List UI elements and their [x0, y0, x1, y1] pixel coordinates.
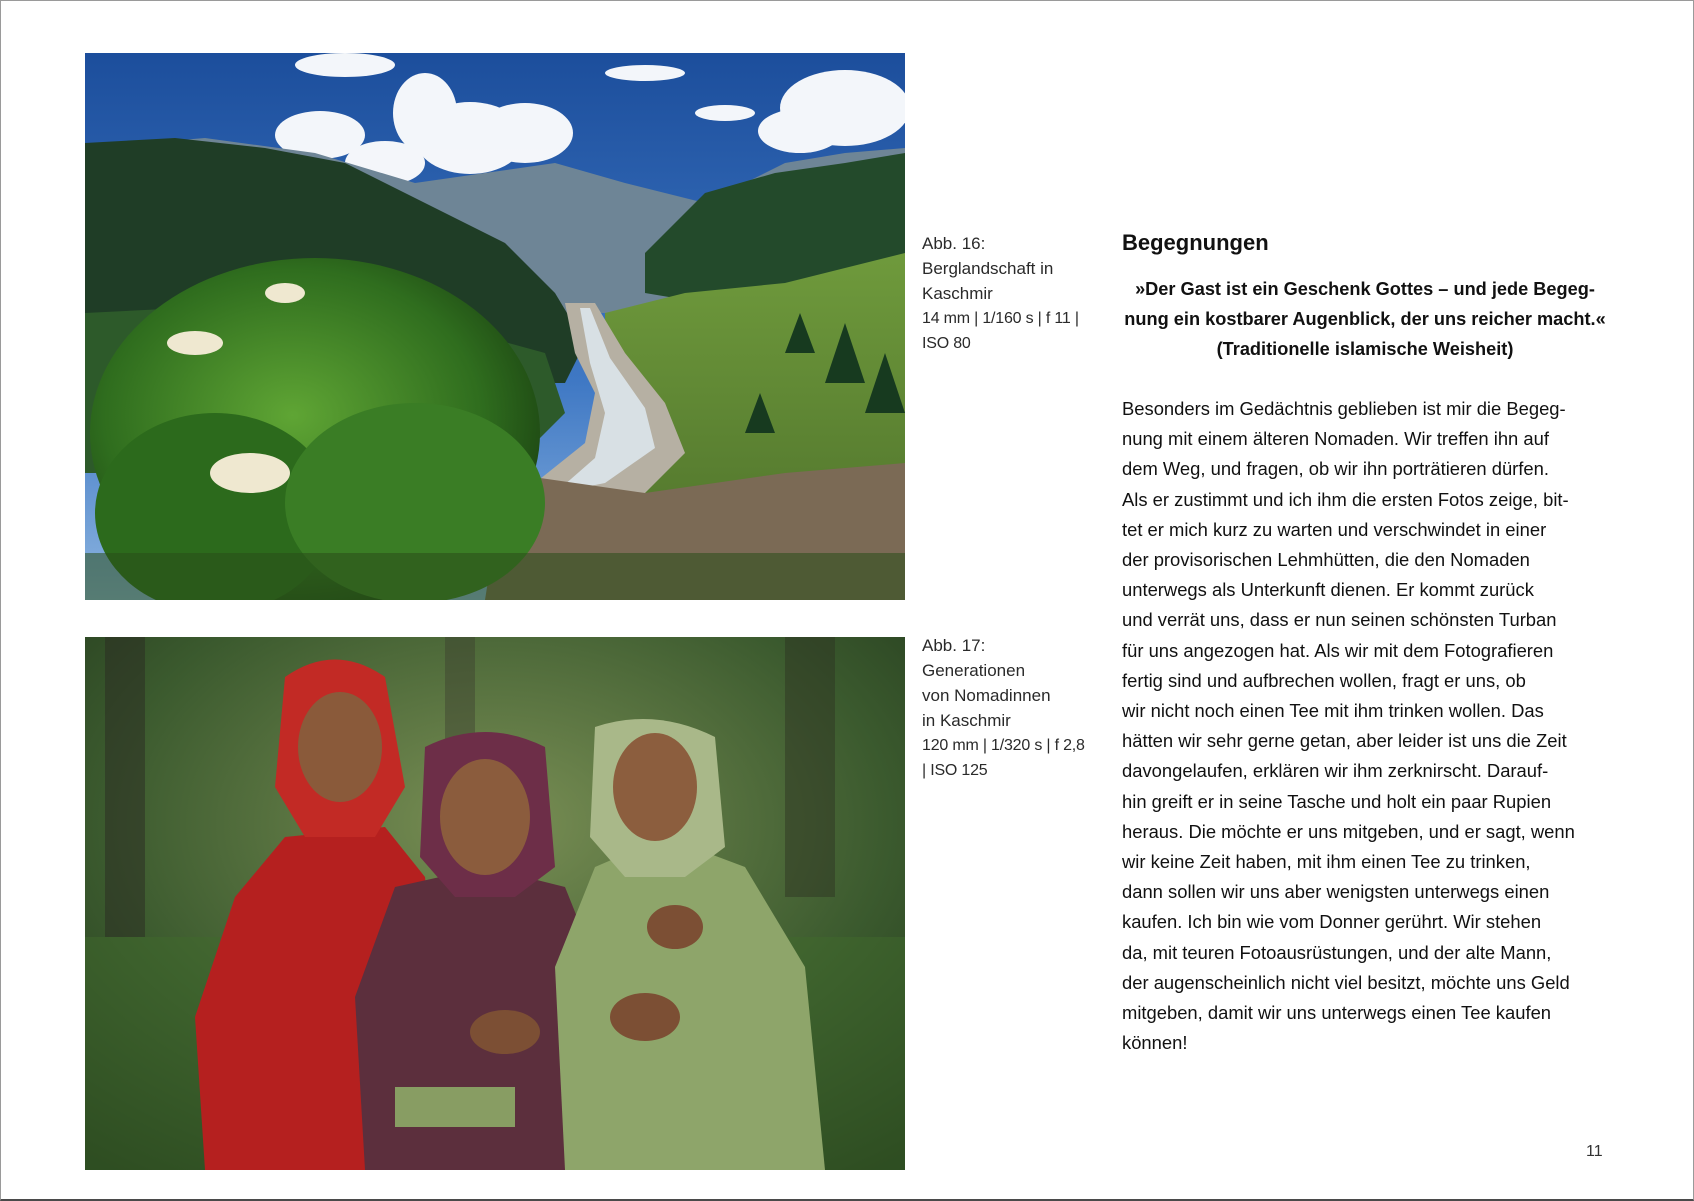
caption-exposure-line: ISO 80: [922, 335, 971, 352]
body-line: hin greift er in seine Tasche und holt ein paar Rupien: [1122, 790, 1552, 812]
body-line: tet er mich kurz zu warten und verschwindet in einer: [1122, 518, 1547, 540]
body-line: für uns angezogen hat. Als wir mit dem Fotografieren: [1122, 639, 1554, 661]
body-line: hätten wir sehr gerne getan, aber leider ist uns die Zeit: [1122, 730, 1567, 752]
body-line: da, mit teuren Fotoausrüstungen, und der alte Mann,: [1122, 941, 1552, 963]
body-line: fertig sind und aufbrechen wollen, fragt er uns, ob: [1122, 669, 1526, 691]
body-line: und verrät uns, dass er nun seinen schönsten Turban: [1122, 609, 1557, 631]
body-line: der augenscheinlich nicht viel besitzt, möchte uns Geld: [1122, 971, 1570, 993]
page-number: 11: [1586, 1143, 1603, 1160]
body-line: dem Weg, und fragen, ob wir ihn porträtieren dürfen.: [1122, 458, 1549, 480]
caption-title-line: Berglandschaft in: [922, 259, 1054, 278]
caption-title-line: Kaschmir: [922, 284, 993, 303]
body-line: Als er zustimmt und ich ihm die ersten Fotos zeige, bit-: [1122, 488, 1569, 510]
body-line: nung mit einem älteren Nomaden. Wir treffen ihn auf: [1122, 428, 1549, 450]
caption-title-line: Generationen: [922, 661, 1026, 680]
caption-title-line: in Kaschmir: [922, 711, 1011, 730]
body-line: heraus. Die möchte er uns mitgeben, und er sagt, wenn: [1122, 820, 1575, 842]
body-line: unterwegs als Unterkunft dienen. Er kommt zurück: [1122, 579, 1534, 601]
caption-exposure-line: 120 mm | 1/320 s | f 2,8: [922, 737, 1085, 754]
body-line: kaufen. Ich bin wie vom Donner gerührt. Wir stehen: [1122, 911, 1542, 933]
landscape-photo: [85, 53, 905, 600]
body-line: mitgeben, damit wir uns unterwegs einen Tee kaufen: [1122, 1002, 1552, 1024]
body-line: der provisorischen Lehmhütten, die den Nomaden: [1122, 549, 1530, 571]
section-heading: Begegnungen: [1122, 230, 1269, 255]
quote-line: nung ein kostbarer Augenblick, der uns reicher macht.«: [1124, 309, 1606, 329]
caption-exposure-line: | ISO 125: [922, 762, 988, 779]
caption-label: Abb. 16:: [922, 234, 986, 253]
body-line: davongelaufen, erklären wir ihm zerknirscht. Darauf-: [1122, 760, 1549, 782]
body-line: wir nicht noch einen Tee mit ihm trinken wollen. Das: [1122, 700, 1544, 722]
body-line: können!: [1122, 1032, 1188, 1054]
body-line: wir keine Zeit haben, mit ihm einen Tee zu trinken,: [1122, 851, 1531, 873]
body-line: Besonders im Gedächtnis geblieben ist mir die Begeg-: [1122, 398, 1566, 419]
portrait-photo: [85, 637, 905, 1170]
quote-line: »Der Gast ist ein Geschenk Gottes – und jede Begeg-: [1135, 279, 1595, 299]
caption-title-line: von Nomadinnen: [922, 686, 1051, 705]
quote-attribution: (Traditionelle islamische Weisheit): [1216, 339, 1514, 359]
caption-exposure-line: 14 mm | 1/160 s | f 11 |: [922, 310, 1079, 327]
figure-16-caption: [922, 231, 1097, 356]
epigraph-quote: [1118, 274, 1612, 364]
body-line: dann sollen wir uns aber wenigsten unterwegs einen: [1122, 881, 1550, 903]
figure-17-caption: [922, 633, 1097, 783]
article-body: [1122, 394, 1622, 1058]
caption-label: Abb. 17:: [922, 636, 986, 655]
